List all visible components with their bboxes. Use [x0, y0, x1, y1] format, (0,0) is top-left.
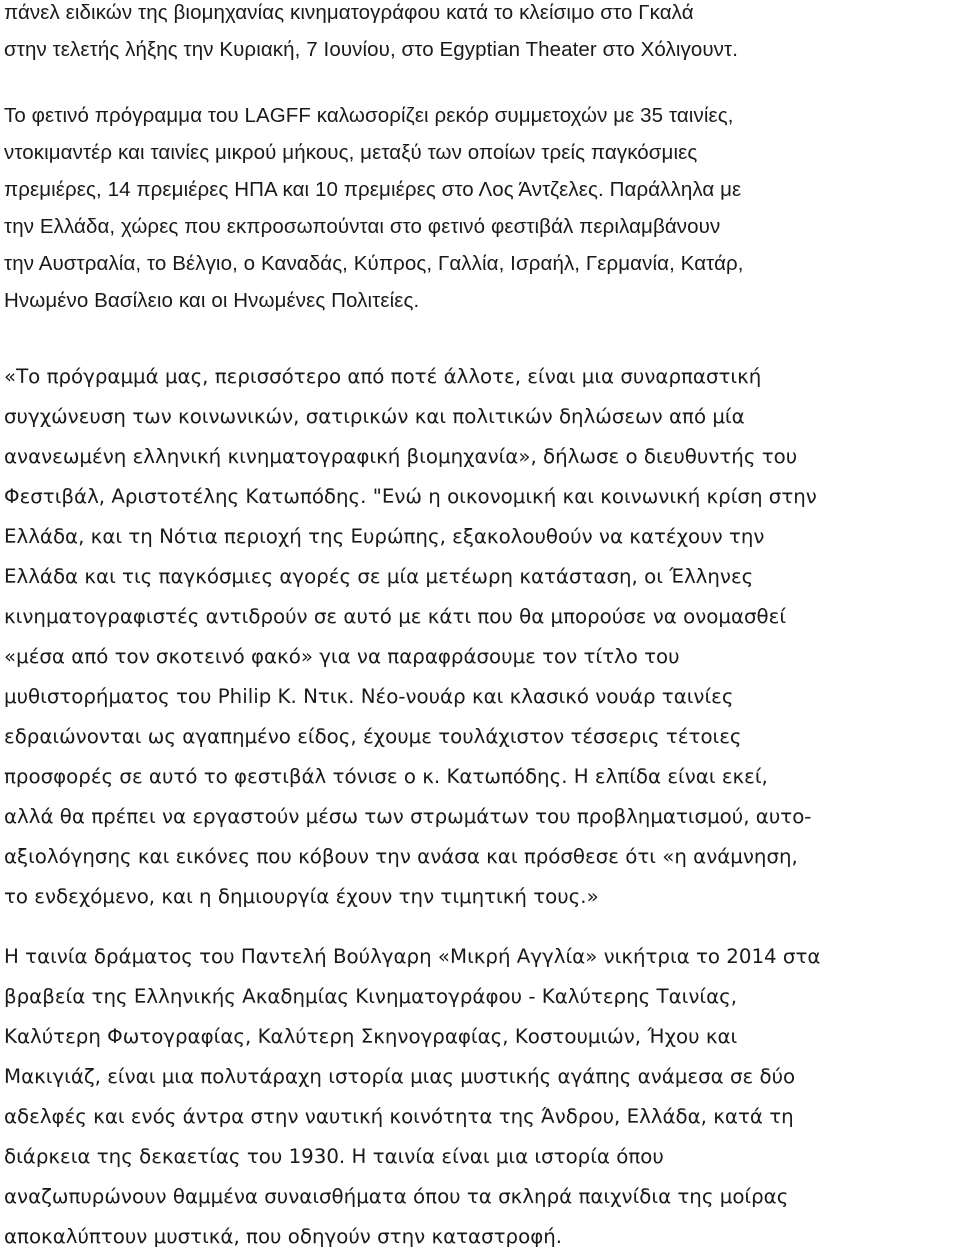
text-line: αδελφές και ενός άντρα στην ναυτική κοινότητα της Άνδρου, Ελλάδα, κατά τη [4, 1105, 794, 1128]
text-line: «μέσα από τον σκοτεινό φακό» για να παραφράσουμε τον τίτλο του [4, 645, 680, 668]
text-line: την Αυστραλία, το Βέλγιο, ο Καναδάς, Κύπρος, Γαλλία, Ισραήλ, Γερμανία, Κατάρ, [4, 252, 744, 275]
text-line: ντοκιμαντέρ και ταινίες μικρού μήκους, μεταξύ των οποίων τρείς παγκόσμιες [4, 141, 698, 164]
text-line: πρεμιέρες, 14 πρεμιέρες ΗΠΑ και 10 πρεμιέρες στο Λος Άντζελες. Παράλληλα με [4, 178, 742, 201]
text-line: Καλύτερη Φωτογραφίας, Καλύτερη Σκηνογραφίας, Κοστουμιών, Ήχου και [4, 1025, 738, 1048]
text-line: το ενδεχόμενο, και η δημιουργία έχουν την τιμητική τους.» [4, 885, 599, 908]
text-line: «Το πρόγραμμά μας, περισσότερο από ποτέ άλλοτε, είναι μια συναρπαστική [4, 365, 762, 388]
text-line: αναζωπυρώνουν θαμμένα συναισθήματα όπου τα σκληρά παιχνίδια της μοίρας [4, 1185, 789, 1208]
text-line: προσφορές σε αυτό το φεστιβάλ τόνισε ο κ. Κατωπόδης. Η ελπίδα είναι εκεί, [4, 765, 768, 788]
text-line: Ελλάδα, και τη Νότια περιοχή της Ευρώπης, εξακολουθούν να κατέχουν την [4, 525, 765, 548]
text-line: μυθιστορήματος του Philip K. Ντικ. Νέο-νουάρ και κλασικό νουάρ ταινίες [4, 685, 734, 708]
text-line: Η ταινία δράματος του Παντελή Βούλγαρη «Μικρή Αγγλία» νικήτρια το 2014 στα [4, 945, 821, 968]
text-line: αλλά θα πρέπει να εργαστούν μέσω των στρωμάτων του προβληματισμού, αυτο- [4, 805, 812, 828]
text-line: Φεστιβάλ, Αριστοτέλης Κατωπόδης. "Ενώ η οικονομική και κοινωνική κρίση στην [4, 485, 817, 508]
text-line: Ηνωμένο Βασίλειο και οι Ηνωμένες Πολιτείες. [4, 289, 420, 312]
text-line: στην τελετής λήξης την Κυριακή, 7 Ιουνίου, στο Egyptian Theater στο Χόλιγουντ. [4, 38, 739, 61]
text-line: Ελλάδα και τις παγκόσμιες αγορές σε μία μετέωρη κατάσταση, οι Έλληνες [4, 565, 754, 588]
text-line: πάνελ ειδικών της βιομηχανίας κινηματογράφου κατά το κλείσιμο στο Γκαλά [4, 1, 694, 24]
text-line: διάρκεια της δεκαετίας του 1930. Η ταινία είναι μια ιστορία όπου [4, 1145, 664, 1168]
text-line: αξιολόγησης και εικόνες που κόβουν την ανάσα και πρόσθεσε ότι «η ανάμνηση, [4, 845, 798, 868]
text-line: συγχώνευση των κοινωνικών, σατιρικών και πολιτικών δηλώσεων από μία [4, 405, 745, 428]
text-line: εδραιώνονται ως αγαπημένο είδος, έχουμε τουλάχιστον τέσσερις τέτοιες [4, 725, 742, 748]
text-line: ανανεωμένη ελληνική κινηματογραφική βιομηχανία», δήλωσε ο διευθυντής του [4, 445, 798, 468]
text-line: Το φετινό πρόγραμμα του LAGFF καλωσορίζει ρεκόρ συμμετοχών με 35 ταινίες, [4, 104, 734, 127]
text-line: Μακιγιάζ, είναι μια πολυτάραχη ιστορία μιας μυστικής αγάπης ανάμεσα σε δύο [4, 1065, 796, 1088]
text-line: βραβεία της Ελληνικής Ακαδημίας Κινηματογράφου - Καλύτερης Ταινίας, [4, 985, 738, 1008]
text-line: την Ελλάδα, χώρες που εκπροσωπούνται στο φετινό φεστιβάλ περιλαμβάνουν [4, 215, 721, 238]
text-line: αποκαλύπτουν μυστικά, που οδηγούν στην καταστροφή. [4, 1225, 563, 1248]
text-line: κινηματογραφιστές αντιδρούν σε αυτό με κάτι που θα μπορούσε να ονομασθεί [4, 605, 787, 628]
